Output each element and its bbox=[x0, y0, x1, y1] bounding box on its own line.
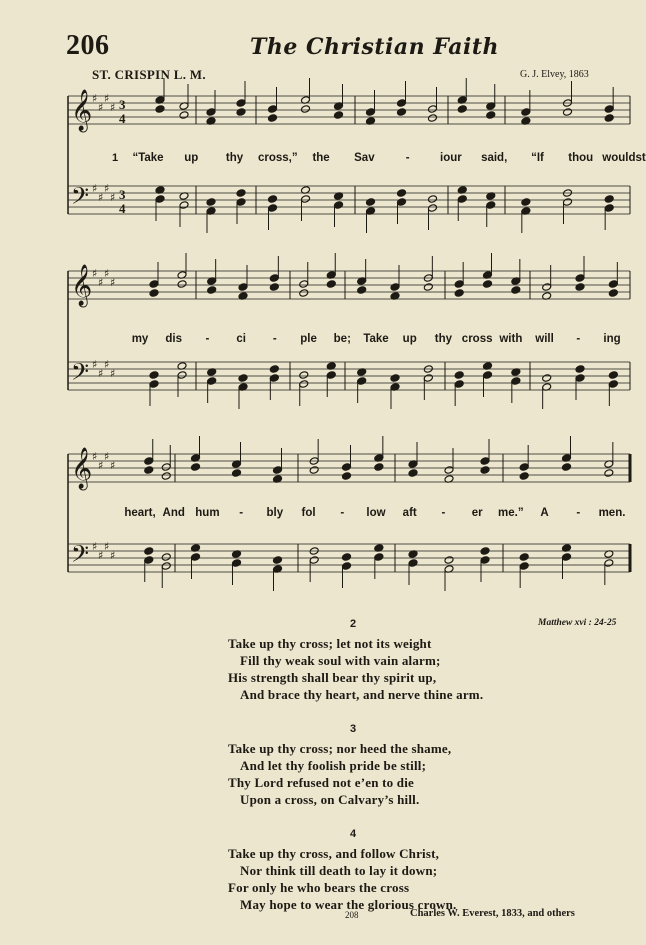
note-head bbox=[238, 283, 248, 292]
sharp-sign: ♯ bbox=[92, 540, 98, 553]
note-head bbox=[149, 280, 159, 289]
sharp-sign: ♯ bbox=[92, 92, 98, 105]
lyric-syllable: thy bbox=[225, 152, 244, 164]
lyric-syllable: Sav bbox=[354, 152, 375, 164]
note-head bbox=[604, 559, 614, 568]
note-head bbox=[155, 105, 165, 114]
note-head bbox=[608, 371, 618, 380]
lyric-syllable: - bbox=[576, 333, 581, 345]
verse-number: 4 bbox=[350, 828, 357, 840]
note-head bbox=[575, 274, 585, 283]
treble-clef: 𝄞 bbox=[71, 90, 93, 131]
lyric-syllable: - bbox=[405, 152, 410, 164]
verse-line: And brace thy heart, and nerve thine arm. bbox=[240, 687, 484, 702]
note-head bbox=[604, 195, 614, 204]
bass-clef: 𝄢 bbox=[71, 358, 90, 391]
note-head bbox=[161, 562, 171, 571]
lyric-syllable: iour bbox=[440, 152, 462, 164]
lyric-syllable: with bbox=[499, 333, 523, 345]
note-head bbox=[542, 283, 552, 292]
sharp-sign: ♯ bbox=[92, 358, 98, 371]
note-head bbox=[342, 463, 352, 472]
note-head bbox=[519, 553, 529, 562]
note-head bbox=[299, 371, 309, 380]
verse-line: Upon a cross, on Calvary’s hill. bbox=[240, 792, 420, 807]
note-head bbox=[562, 553, 572, 562]
sharp-sign: ♯ bbox=[98, 367, 104, 380]
note-head bbox=[357, 286, 367, 295]
note-head bbox=[542, 374, 552, 383]
sharp-sign: ♯ bbox=[110, 549, 116, 562]
note-head bbox=[575, 374, 585, 383]
note-head bbox=[608, 289, 618, 298]
sharp-sign: ♯ bbox=[98, 191, 104, 204]
note-head bbox=[326, 371, 336, 380]
sharp-sign: ♯ bbox=[110, 276, 116, 289]
sharp-sign: ♯ bbox=[104, 92, 110, 105]
sharp-sign: ♯ bbox=[110, 459, 116, 472]
note-head bbox=[144, 547, 154, 556]
lyric-syllable: ci bbox=[236, 333, 246, 345]
note-head bbox=[269, 274, 279, 283]
note-head bbox=[486, 201, 496, 210]
note-head bbox=[444, 466, 454, 475]
note-head bbox=[334, 111, 344, 120]
note-head bbox=[268, 195, 278, 204]
note-head bbox=[575, 365, 585, 374]
note-head bbox=[269, 283, 279, 292]
lyric-syllable: - bbox=[205, 333, 210, 345]
note-head bbox=[366, 108, 376, 117]
lyric-syllable: be; bbox=[333, 333, 351, 345]
verse-line: May hope to wear the glorious crown. bbox=[240, 897, 457, 912]
tune-name: ST. CRISPIN L. M. bbox=[92, 67, 206, 82]
note-head bbox=[480, 556, 490, 565]
verse-number: 2 bbox=[350, 618, 357, 630]
sharp-sign: ♯ bbox=[104, 358, 110, 371]
note-head bbox=[563, 108, 573, 117]
note-head bbox=[397, 99, 407, 108]
note-head bbox=[238, 374, 248, 383]
sharp-sign: ♯ bbox=[98, 459, 104, 472]
scripture-reference: Matthew xvi : 24-25 bbox=[538, 618, 617, 628]
lyric-syllable: ple bbox=[300, 333, 317, 345]
lyric-syllable: “Take bbox=[132, 152, 164, 164]
composer-credit: G. J. Elvey, 1863 bbox=[520, 69, 589, 80]
lyric-syllable: - bbox=[576, 507, 581, 519]
treble-clef: 𝄞 bbox=[71, 265, 93, 306]
note-head bbox=[604, 469, 614, 478]
note-head bbox=[511, 286, 521, 295]
note-head bbox=[397, 108, 407, 117]
verse-line: For only he who bears the cross bbox=[228, 880, 410, 895]
note-head bbox=[207, 286, 217, 295]
note-head bbox=[483, 371, 493, 380]
note-head bbox=[483, 280, 493, 289]
sharp-sign: ♯ bbox=[92, 450, 98, 463]
note-head bbox=[236, 99, 246, 108]
note-head bbox=[191, 553, 201, 562]
note-head bbox=[428, 195, 438, 204]
note-head bbox=[299, 380, 309, 389]
time-signature-bottom: 4 bbox=[119, 201, 126, 216]
sharp-sign: ♯ bbox=[92, 267, 98, 280]
note-head bbox=[149, 371, 159, 380]
time-signature-top: 3 bbox=[119, 97, 126, 112]
lyric-syllable: ing bbox=[603, 333, 621, 345]
note-head bbox=[428, 204, 438, 213]
note-head bbox=[390, 283, 400, 292]
verse-line: Thy Lord refused not e’en to die bbox=[228, 775, 414, 790]
verse-line: Nor think till death to lay it down; bbox=[240, 863, 438, 878]
note-head bbox=[236, 108, 246, 117]
lyric-syllable: will bbox=[535, 333, 554, 345]
sharp-sign: ♯ bbox=[98, 101, 104, 114]
note-head bbox=[454, 380, 464, 389]
note-head bbox=[268, 105, 278, 114]
note-head bbox=[207, 377, 217, 386]
note-head bbox=[575, 283, 585, 292]
note-head bbox=[144, 556, 154, 565]
note-head bbox=[454, 371, 464, 380]
lyric-syllable: - bbox=[340, 507, 345, 519]
sharp-sign: ♯ bbox=[104, 540, 110, 553]
note-head bbox=[608, 380, 618, 389]
note-head bbox=[604, 105, 614, 114]
note-head bbox=[519, 472, 529, 481]
note-head bbox=[390, 374, 400, 383]
note-head bbox=[334, 201, 344, 210]
note-head bbox=[374, 463, 384, 472]
lyric-syllable: up bbox=[184, 152, 199, 164]
note-head bbox=[397, 198, 407, 207]
note-head bbox=[374, 553, 384, 562]
lyric-syllable: hum bbox=[195, 507, 220, 519]
note-head bbox=[480, 457, 490, 466]
verse-line: His strength shall bear thy spirit up, bbox=[228, 670, 437, 685]
note-head bbox=[397, 189, 407, 198]
note-head bbox=[301, 105, 311, 114]
note-head bbox=[423, 283, 433, 292]
note-head bbox=[273, 466, 283, 475]
lyric-syllable: said, bbox=[481, 152, 508, 164]
note-head bbox=[519, 562, 529, 571]
note-head bbox=[428, 114, 438, 123]
lyric-syllable: - bbox=[441, 507, 446, 519]
note-head bbox=[326, 280, 336, 289]
note-head bbox=[268, 114, 278, 123]
note-head bbox=[232, 469, 242, 478]
note-head bbox=[454, 289, 464, 298]
sharp-sign: ♯ bbox=[98, 549, 104, 562]
note-head bbox=[480, 547, 490, 556]
verse-line: Fill thy weak soul with vain alarm; bbox=[240, 653, 441, 668]
note-head bbox=[608, 280, 618, 289]
lyric-syllable: bly bbox=[266, 507, 284, 519]
note-head bbox=[206, 108, 216, 117]
lyric-syllable: “If bbox=[531, 152, 544, 164]
note-head bbox=[423, 374, 433, 383]
treble-clef: 𝄞 bbox=[71, 448, 93, 489]
note-head bbox=[179, 201, 189, 210]
sharp-sign: ♯ bbox=[92, 182, 98, 195]
note-head bbox=[309, 466, 319, 475]
sharp-sign: ♯ bbox=[104, 450, 110, 463]
note-head bbox=[519, 463, 529, 472]
note-head bbox=[161, 463, 171, 472]
time-signature-bottom: 4 bbox=[119, 111, 126, 126]
note-head bbox=[149, 380, 159, 389]
note-head bbox=[191, 463, 201, 472]
lyric-syllable: A bbox=[540, 507, 549, 519]
note-head bbox=[342, 562, 352, 571]
note-head bbox=[144, 457, 154, 466]
note-head bbox=[562, 463, 572, 472]
verse-line: Take up thy cross; let not its weight bbox=[228, 636, 432, 651]
sharp-sign: ♯ bbox=[110, 367, 116, 380]
lyric-syllable: me.” bbox=[498, 507, 524, 519]
note-head bbox=[511, 377, 521, 386]
note-head bbox=[268, 204, 278, 213]
note-head bbox=[604, 204, 614, 213]
verse-number: 1 bbox=[112, 152, 119, 164]
lyric-syllable: heart, bbox=[124, 507, 156, 519]
note-head bbox=[342, 472, 352, 481]
note-head bbox=[428, 105, 438, 114]
lyric-syllable: thy bbox=[434, 333, 453, 345]
note-head bbox=[486, 111, 496, 120]
note-head bbox=[232, 559, 242, 568]
note-head bbox=[177, 371, 187, 380]
lyric-syllable: cross,” bbox=[257, 152, 298, 164]
lyric-syllable: men. bbox=[598, 507, 626, 519]
verse-line: And let thy foolish pride be still; bbox=[240, 758, 427, 773]
verse-line: Take up thy cross; nor heed the shame, bbox=[228, 741, 452, 756]
verse-number: 3 bbox=[350, 723, 357, 735]
note-head bbox=[457, 195, 467, 204]
note-head bbox=[236, 198, 246, 207]
note-head bbox=[444, 556, 454, 565]
note-head bbox=[177, 280, 187, 289]
bass-clef: 𝄢 bbox=[71, 182, 90, 215]
note-head bbox=[299, 289, 309, 298]
page-number: 208 bbox=[345, 910, 359, 920]
note-head bbox=[408, 469, 418, 478]
note-head bbox=[269, 365, 279, 374]
lyric-syllable: - bbox=[239, 507, 244, 519]
note-head bbox=[299, 280, 309, 289]
note-head bbox=[301, 195, 311, 204]
lyric-syllable: Take bbox=[363, 333, 389, 345]
sharp-sign: ♯ bbox=[110, 101, 116, 114]
note-head bbox=[521, 108, 531, 117]
author-credit: Charles W. Everest, 1833, and others bbox=[410, 908, 575, 919]
lyric-syllable: low bbox=[366, 507, 386, 519]
lyric-syllable: aft bbox=[402, 507, 417, 519]
lyric-syllable: my bbox=[131, 333, 149, 345]
lyric-syllable: er bbox=[471, 507, 483, 519]
note-head bbox=[563, 198, 573, 207]
section-title: The Christian Faith bbox=[250, 34, 499, 60]
lyric-syllable: up bbox=[402, 333, 417, 345]
note-head bbox=[342, 553, 352, 562]
lyric-syllable: the bbox=[312, 152, 330, 164]
bass-clef: 𝄢 bbox=[71, 540, 90, 573]
sharp-sign: ♯ bbox=[98, 276, 104, 289]
sharp-sign: ♯ bbox=[104, 267, 110, 280]
note-head bbox=[357, 377, 367, 386]
verse-line: Take up thy cross, and follow Christ, bbox=[228, 846, 440, 861]
note-head bbox=[480, 466, 490, 475]
lyric-syllable: wouldst bbox=[602, 152, 646, 164]
sharp-sign: ♯ bbox=[110, 191, 116, 204]
time-signature-top: 3 bbox=[119, 187, 126, 202]
note-head bbox=[206, 198, 216, 207]
lyric-syllable: dis bbox=[165, 333, 183, 345]
note-head bbox=[309, 556, 319, 565]
note-head bbox=[179, 111, 189, 120]
note-head bbox=[273, 556, 283, 565]
note-head bbox=[269, 374, 279, 383]
note-head bbox=[155, 195, 165, 204]
note-head bbox=[457, 105, 467, 114]
note-head bbox=[604, 114, 614, 123]
lyric-syllable: thou bbox=[568, 152, 594, 164]
lyric-syllable: - bbox=[272, 333, 277, 345]
note-head bbox=[144, 466, 154, 475]
note-head bbox=[149, 289, 159, 298]
lyric-syllable: cross bbox=[461, 333, 493, 345]
note-head bbox=[161, 472, 171, 481]
lyric-syllable: fol bbox=[301, 507, 316, 519]
sharp-sign: ♯ bbox=[104, 182, 110, 195]
note-head bbox=[236, 189, 246, 198]
note-head bbox=[366, 198, 376, 207]
lyric-syllable: And bbox=[162, 507, 185, 519]
note-head bbox=[521, 198, 531, 207]
note-head bbox=[454, 280, 464, 289]
note-head bbox=[161, 553, 171, 562]
hymn-number: 206 bbox=[66, 30, 110, 61]
note-head bbox=[408, 559, 418, 568]
